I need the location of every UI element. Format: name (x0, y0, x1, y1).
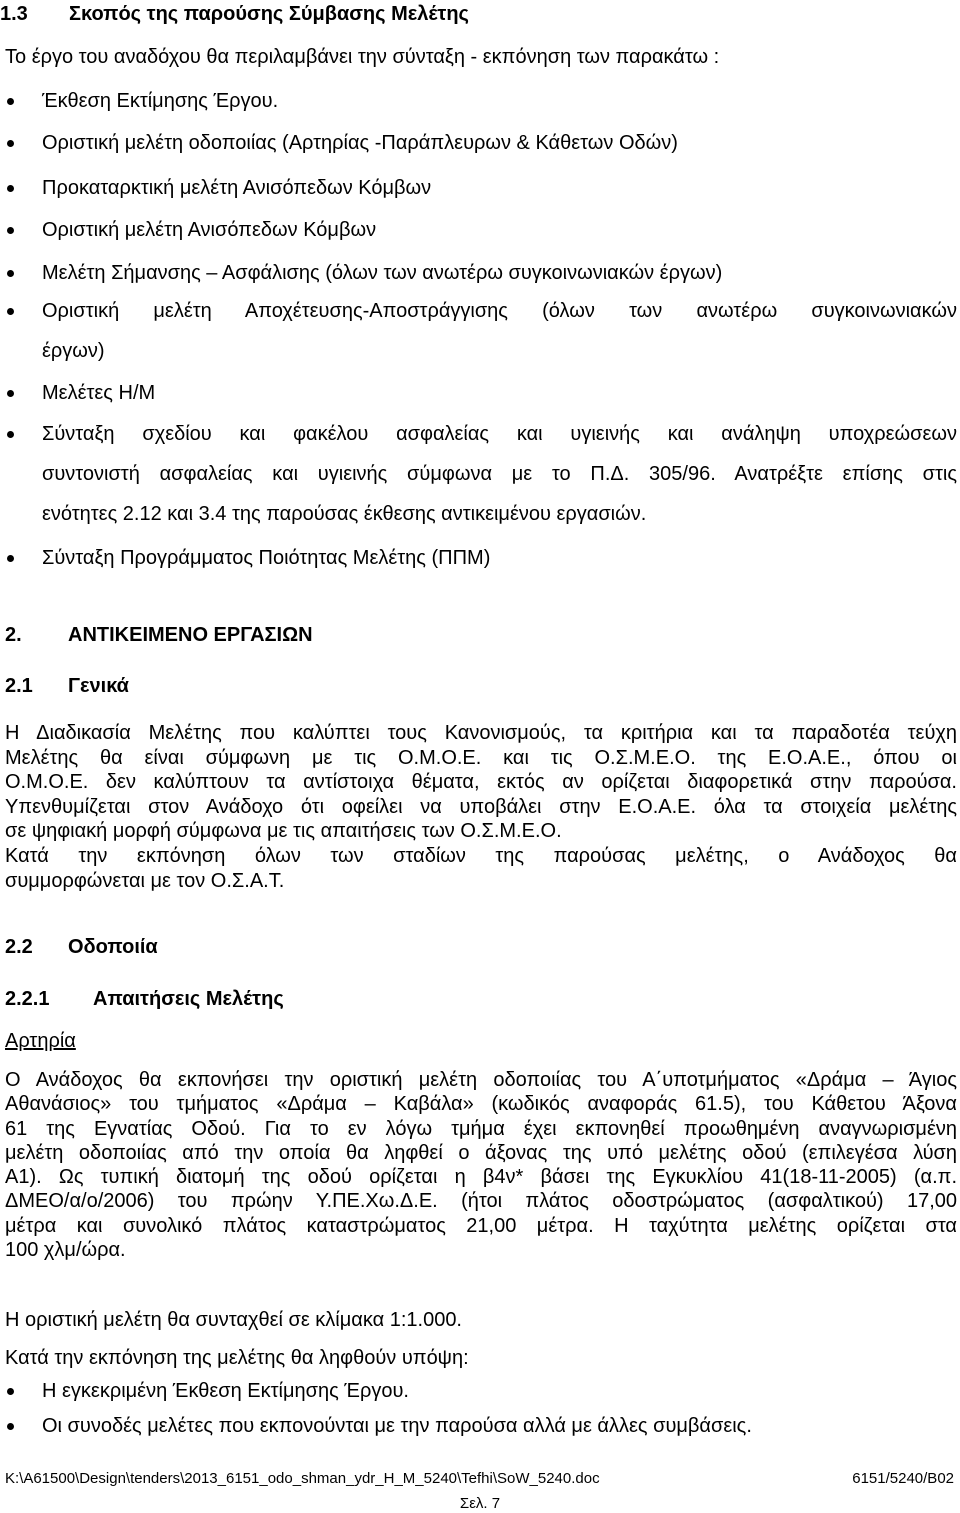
section-number: 2.2.1 (5, 988, 50, 1010)
consider-paragraph: Κατά την εκπόνηση της μελέτης θα ληφθούν υπόψη: (5, 1347, 469, 1369)
bullet-icon (7, 98, 14, 105)
list-item: Οριστική μελέτη οδοποιίας (Αρτηρίας -Παράπλευρων & Κάθετων Οδών) (42, 131, 957, 155)
requirements-paragraph: Ο Ανάδοχος θα εκπονήσει την οριστική μελέτη οδοποιίας του Α΄υποτμήματος «Δράμα – Άγιος Αθανάσιος» του τμήματος «Δράμα – Καβάλα» (κωδικός αναφοράς 61.5), του Κάθετου Άξονα 61 της Εγνατίας Οδού. Για το εν λόγω τμήμα έχει εκπονηθεί προωθημένη αναγνωρισμένη μελέτη οδοποιίας από την οποία θα ληφθεί ο άξονας της υπό μελέτης οδού (επιλεγέσα λύση Α1). Ως τυπική διατομή της οδού ορίζεται η β4ν* βάσει της Εγκυκλίου 41(18-11-2005) (α.π. ΔΜΕΟ/α/ο/2006) του πρώην Υ.ΠΕ.Χω.Δ.Ε. (ήτοι πλάτος οδοστρώματος (ασφαλτικού) 17,00 μέτρα και συνολικό πλάτος καταστρώματος 21,00 μέτρα. Η ταχύτητα μελέτης ορίζεται στα 100 χλμ/ώρα. (5, 1069, 957, 1262)
bullet-icon (7, 185, 14, 192)
section-title: Γενικά (68, 675, 129, 697)
bullet-icon (7, 270, 14, 277)
list-item: Οριστική μελέτη Ανισόπεδων Κόμβων (42, 218, 957, 242)
list-item: Οι συνοδές μελέτες που εκπονούνται με την παρούσα αλλά με άλλες συμβάσεις. (42, 1414, 957, 1438)
bullet-icon (7, 390, 14, 397)
list-item: Προκαταρκτική μελέτη Ανισόπεδων Κόμβων (42, 176, 957, 200)
bullet-icon (7, 1388, 14, 1395)
intro-paragraph: Το έργο του αναδόχου θα περιλαμβάνει την σύνταξη - εκπόνηση των παρακάτω : (5, 46, 720, 68)
list-item: Η εγκεκριμένη Έκθεση Εκτίμησης Έργου. (42, 1379, 957, 1403)
list-item: Οριστική μελέτη Αποχέτευσης-Αποστράγγισης (όλων των ανωτέρω συγκοινωνιακών έργων) (42, 299, 957, 363)
footer-page-number: Σελ. 7 (459, 1495, 501, 1512)
subheading-arteria: Αρτηρία (5, 1030, 76, 1052)
section-title: Σκοπός της παρούσης Σύμβασης Μελέτης (69, 3, 469, 25)
section-number: 2.1 (5, 675, 33, 697)
footer-file-path: K:\A61500\Design\tenders\2013_6151_odo_shman_ydr_H_M_5240\Tefhi\SoW_5240.doc (5, 1470, 600, 1487)
list-item: Σύνταξη Προγράμματος Ποιότητας Μελέτης (ΠΠΜ) (42, 546, 957, 570)
section-title: ΑΝΤΙΚΕΙΜΕΝΟ ΕΡΓΑΣΙΩΝ (68, 624, 313, 646)
list-item: Μελέτη Σήμανσης – Ασφάλισης (όλων των ανωτέρω συγκοινωνιακών έργων) (42, 261, 957, 285)
section-number: 2.2 (5, 936, 33, 958)
bullet-icon (7, 308, 14, 315)
list-item: Σύνταξη σχεδίου και φακέλου ασφαλείας και υγιεινής και ανάληψη υποχρεώσεων συντονιστή ασφαλείας και υγιεινής σύμφωνα με το Π.Δ. 305/96. Ανατρέξτε επίσης στις ενότητες 2.12 και 3.4 της παρούσας έκθεσης αντικειμένου εργασιών. (42, 422, 957, 526)
scale-paragraph: Η οριστική μελέτη θα συνταχθεί σε κλίμακα 1:1.000. (5, 1309, 462, 1331)
general-paragraph: Η Διαδικασία Μελέτης που καλύπτει τους Κανονισμούς, τα κριτήρια και τα παραδοτέα τεύχη Μελέτης θα είναι σύμφωνη με τις Ο.Μ.Ο.Ε. και τις Ο.Σ.Μ.Ε.Ο. της Ε.Ο.Α.Ε., όπου οι Ο.Μ.Ο.Ε. δεν καλύπτουν τα αντίστοιχα θέματα, εκτός αν ορίζεται διαφορετικά στην παρούσα. Υπενθυμίζεται στον Ανάδοχο ότι οφείλει να υποβάλει στην Ε.Ο.Α.Ε. όλα τα στοιχεία μελέτης σε ψηφιακή μορφή σύμφωνα με τις απαιτήσεις των Ο.Σ.Μ.Ε.Ο. Κατά την εκπόνηση όλων των σταδίων της παρούσας μελέτης, ο Ανάδοχος θα συμμορφώνεται με τον Ο.Σ.Α.Τ. (5, 722, 957, 892)
footer-document-code: 6151/5240/B02 (852, 1470, 954, 1487)
section-number: 1.3 (0, 3, 28, 25)
bullet-icon (7, 140, 14, 147)
section-number: 2. (5, 624, 22, 646)
list-item: Έκθεση Εκτίμησης Έργου. (42, 89, 957, 113)
bullet-icon (7, 555, 14, 562)
list-item: Μελέτες Η/Μ (42, 381, 957, 405)
bullet-icon (7, 1423, 14, 1430)
bullet-icon (7, 431, 14, 438)
section-title: Απαιτήσεις Μελέτης (93, 988, 284, 1010)
section-title: Οδοποιία (68, 936, 158, 958)
bullet-icon (7, 227, 14, 234)
